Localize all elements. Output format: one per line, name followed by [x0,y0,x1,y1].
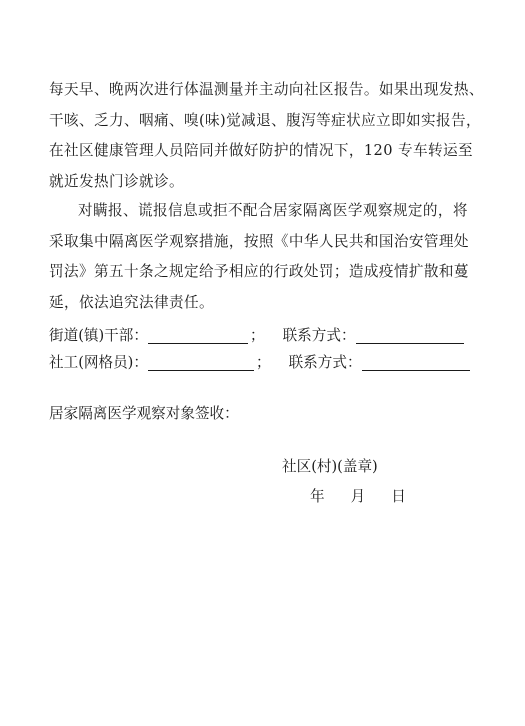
paragraph-line: 干咳、乏力、咽痛、嗅(味)觉减退、腹泻等症状应立即如实报告， [49,111,482,129]
street-official-row [49,325,464,347]
social-worker-contact-field[interactable] [362,354,470,371]
signature-date [310,486,406,508]
social-worker-row [49,352,470,374]
paragraph-line: 延，依法追究法律责任。 [49,293,214,311]
notice-paragraph-penalty [49,196,479,318]
paragraph-line: 采取集中隔离医学观察措施，按照《中华人民共和国治安管理处 [49,232,469,250]
date-day-label: 日 [391,488,406,505]
date-year-label: 年 [310,488,325,505]
paragraph-line: 罚法》第五十条之规定给予相应的行政处罚；造成疫情扩散和蔓 [49,263,469,280]
paragraph-line: 每天早、晚两次进行体温测量并主动向社区报告。如果出现发热、 [49,81,484,98]
social-worker-label: 社工(网格员)： [49,354,148,371]
notice-paragraph-reporting [49,75,484,197]
paragraph-line: 就近发热门诊就诊。 [49,172,184,190]
community-stamp-label: 社区(村)(盖章) [282,458,378,475]
social-worker-name-field[interactable] [148,354,254,371]
street-official-contact-field[interactable] [356,327,464,344]
paragraph-line: 对瞒报、谎报信息或拒不配合居家隔离医学观察规定的，将 [78,202,468,219]
separator: ； [249,327,265,344]
street-official-name-field[interactable] [148,327,248,344]
contact-method-label: 联系方式： [282,327,356,344]
street-official-label: 街道(镇)干部： [49,327,148,344]
contact-method-label: 联系方式： [288,354,362,371]
separator: ； [255,354,271,371]
date-month-label: 月 [350,488,366,505]
paragraph-line: 在社区健康管理人员陪同并做好防护的情况下，120 专车转运至 [49,142,473,159]
observation-subject-signature-label: 居家隔离医学观察对象签收： [49,405,239,422]
